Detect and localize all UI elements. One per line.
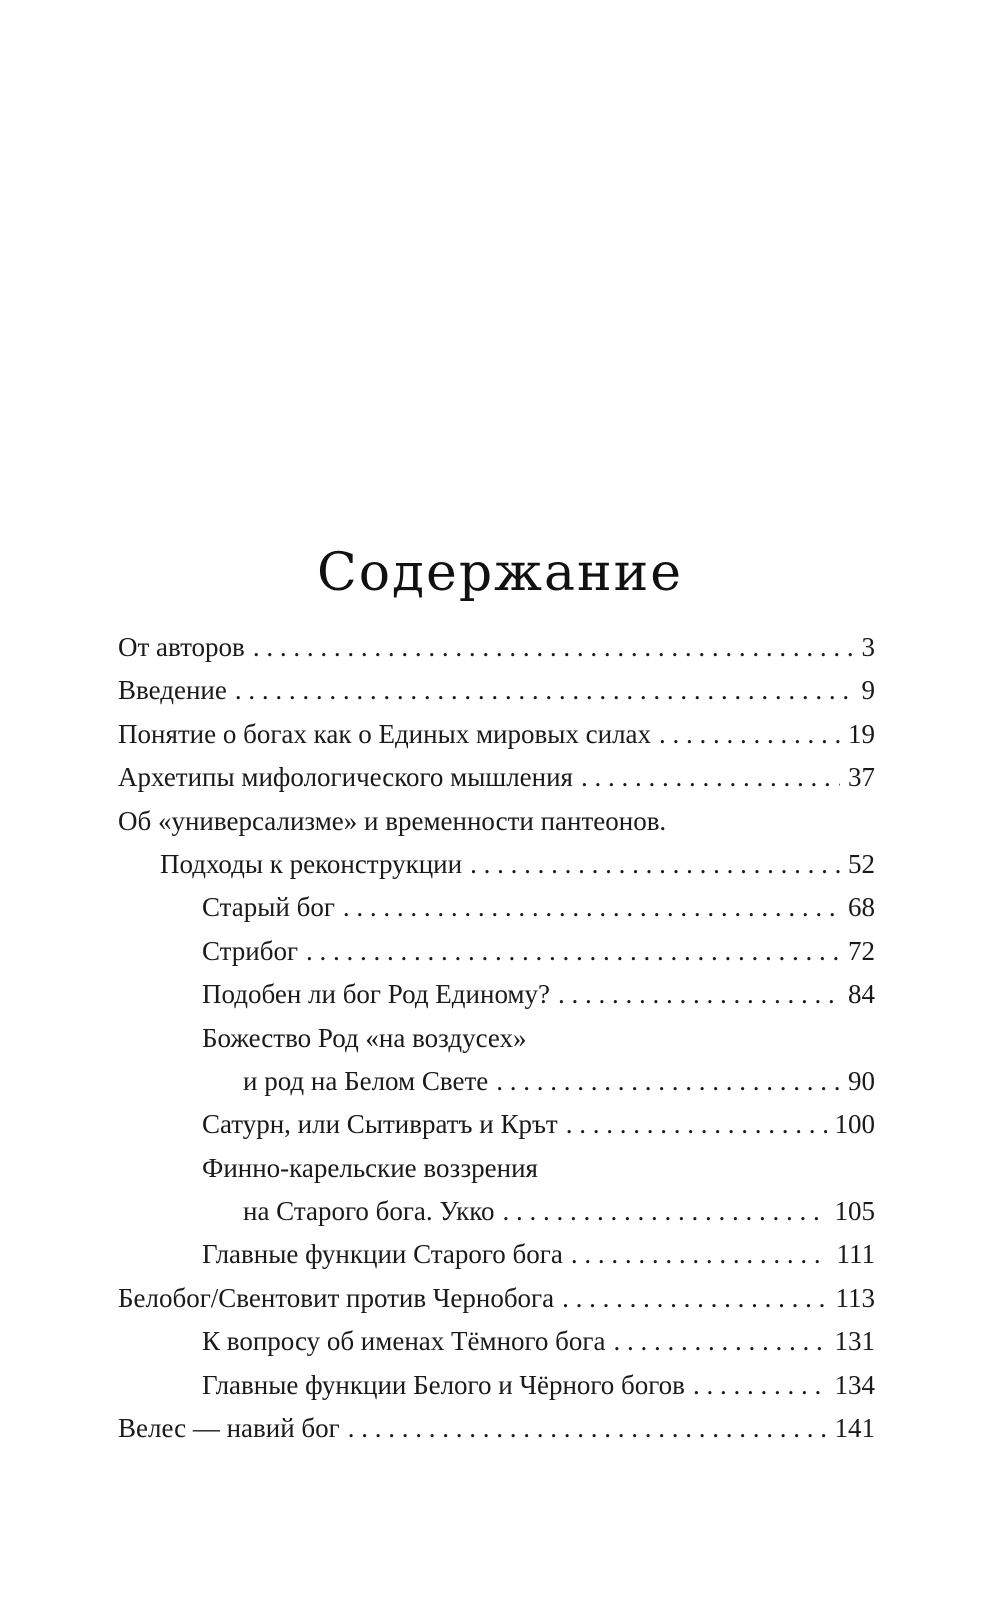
- toc-entry-title: Подходы к реконструкции: [160, 848, 463, 879]
- dot-leader: [562, 1277, 827, 1320]
- toc-page-number: 90: [848, 1065, 875, 1096]
- toc-entry: [118, 1277, 875, 1320]
- toc-entry-title: Финно-карельские воззрения: [202, 1152, 538, 1183]
- dot-leader: [693, 1364, 827, 1407]
- toc-entry: [118, 1407, 875, 1450]
- dot-leader: [470, 843, 840, 886]
- dot-leader: [496, 1060, 840, 1103]
- dot-leader: [343, 886, 840, 929]
- toc-entry-title: Главные функции Белого и Чёрного богов: [202, 1369, 685, 1400]
- toc-entry-title: и род на Белом Свете: [243, 1065, 489, 1096]
- toc-entry-title: От авторов: [118, 632, 245, 662]
- toc-page-number: 113: [835, 1282, 875, 1313]
- toc-entry: [118, 1060, 875, 1103]
- dot-leader: [253, 626, 854, 669]
- toc-entry-title: Велес — навий бог: [118, 1413, 340, 1444]
- toc-entry-title: Понятие о богах как о Единых мировых силах: [118, 718, 652, 749]
- toc-page-number: 100: [834, 1109, 875, 1140]
- toc-page-number: 84: [848, 979, 875, 1010]
- toc-entry-title: на Старого бога. Укко: [243, 1196, 495, 1227]
- toc-entry-title: Архетипы мифологического мышления: [118, 762, 573, 793]
- dot-leader: [348, 1407, 827, 1450]
- toc-entry: [118, 1190, 875, 1233]
- table-of-contents: [118, 626, 875, 1450]
- toc-entry: [118, 756, 875, 799]
- dot-leader: [613, 1320, 826, 1363]
- toc-page-number: 111: [836, 1239, 875, 1270]
- dot-leader: [566, 1103, 827, 1146]
- toc-page-number: 141: [834, 1413, 875, 1444]
- toc-entry: [118, 973, 875, 1016]
- toc-entry-title: Об «универсализме» и временности пантеонов.: [118, 805, 667, 836]
- dot-leader: [235, 669, 854, 712]
- dot-leader: [503, 1190, 827, 1233]
- toc-page-number: 72: [848, 935, 875, 966]
- toc-entry: [118, 1017, 875, 1060]
- dot-leader: [571, 1233, 829, 1276]
- toc-entry: [118, 713, 875, 756]
- toc-entry: [118, 800, 875, 843]
- page-title: Содержание: [316, 542, 684, 603]
- toc-page-number: 19: [848, 718, 875, 749]
- toc-entry: [118, 626, 875, 669]
- toc-page-number: 105: [834, 1196, 875, 1227]
- dot-leader: [659, 713, 840, 756]
- toc-entry-title: Сатурн, или Сытивратъ и Крът: [202, 1109, 558, 1140]
- toc-entry: [118, 843, 875, 886]
- dot-leader: [558, 973, 840, 1016]
- toc-entry-title: Главные функции Старого бога: [202, 1239, 563, 1270]
- toc-entry: [118, 669, 875, 712]
- toc-page-number: 52: [848, 848, 875, 879]
- toc-page-number: 37: [848, 762, 875, 793]
- toc-entry: [118, 886, 875, 929]
- toc-entry: [118, 930, 875, 973]
- toc-page-number: 3: [861, 632, 875, 662]
- toc-entry: [118, 1364, 875, 1407]
- toc-entry-title: Стрибог: [202, 935, 299, 966]
- toc-entry: [118, 1103, 875, 1146]
- toc-entry-title: Божество Род «на воздусех»: [202, 1022, 527, 1053]
- toc-entry-title: Белобог/Свентовит против Чернобога: [118, 1282, 555, 1313]
- toc-entry-title: Старый бог: [202, 892, 335, 923]
- toc-page-number: 68: [848, 892, 875, 923]
- toc-page-number: 131: [834, 1326, 875, 1357]
- toc-page-number: 9: [861, 675, 875, 706]
- toc-entry: [118, 1320, 875, 1363]
- toc-entry-title: Введение: [118, 675, 227, 706]
- dot-leader: [306, 930, 840, 973]
- toc-page-number: 134: [834, 1369, 875, 1400]
- toc-entry: [118, 1147, 875, 1190]
- dot-leader: [581, 756, 840, 799]
- toc-entry-title: Подобен ли бог Род Единому?: [202, 979, 550, 1010]
- toc-entry: [118, 1233, 875, 1276]
- toc-entry-title: К вопросу об именах Тёмного бога: [202, 1326, 606, 1357]
